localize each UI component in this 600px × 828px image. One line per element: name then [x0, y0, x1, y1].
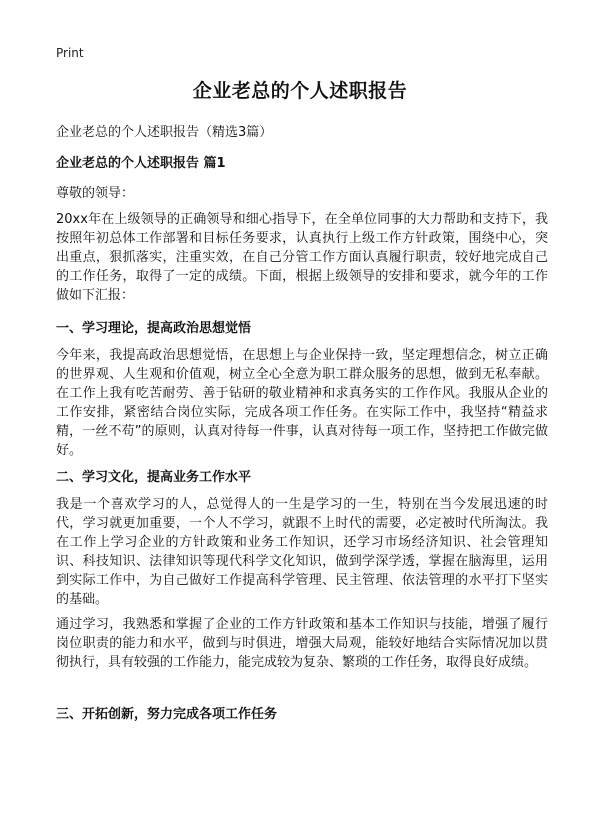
document-subtitle: 企业老总的个人述职报告（精选3篇）	[56, 125, 273, 140]
section-2-paragraph-1: 我是一个喜欢学习的人，总觉得人的一生是学习的一生，特别在当今发展迅速的时代，学习就更加重要，一个人不学习，就跟不上时代的需要，必定被时代所淘汰。我在工作上学习企业的方针政策和业务工作知识，还学习市场经济知识、社会管理知识、科技知识、法律知识等现代科学文化知识，做到学深学透，掌握在脑海里，运用到实际工作中，为自己做好工作提高科学管理、民主管理、依法管理的水平打下坚实的基础。	[56, 497, 548, 607]
section-1-title: 一、学习理论，提高政治思想觉悟	[56, 321, 252, 336]
section-2-title: 二、学习文化，提高业务工作水平	[56, 470, 252, 485]
greeting: 尊敬的领导：	[56, 186, 135, 201]
document-title: 企业老总的个人述职报告	[192, 80, 408, 102]
article-heading: 企业老总的个人述职报告 篇1	[56, 156, 226, 171]
section-1-paragraph: 今年来，我提高政治思想觉悟，在思想上与企业保持一致，坚定理想信念，树立正确的世界观、人生观和价值观，树立全心全意为职工群众服务的思想，做到无私奉献。在工作上我有吃苦耐劳、善于钻研的敬业精神和求真务实的工作作风。我服从企业的工作安排，紧密结合岗位实际，完成各项工作任务。在实际工作中，我坚持“精益求精，一丝不苟”的原则，认真对待每一件事，认真对待每一项工作，坚持把工作做完做好。	[56, 348, 548, 458]
intro-paragraph: 20xx年在上级领导的正确领导和细心指导下，在全单位同事的大力帮助和支持下，我按照年初总体工作部署和目标任务要求，认真执行上级工作方针政策，围绕中心，突出重点，狠抓落实，注重实效，在自己分管工作方面认真履行职责，较好地完成自己的工作任务，取得了一定的成绩。下面，根据上级领导的安排和要求，就今年的工作做如下汇报：	[56, 212, 548, 303]
section-3-title: 三、开拓创新，努力完成各项工作任务	[56, 707, 278, 722]
print-link[interactable]: Print	[56, 46, 84, 60]
section-2-paragraph-2: 通过学习，我熟悉和掌握了企业的工作方针政策和基本工作知识与技能，增强了履行岗位职责的能力和水平，做到与时俱进，增强大局观，能较好地结合实际情况加以贯彻执行，具有较强的工作能力，能完成较为复杂、繁琐的工作任务，取得良好成绩。	[56, 617, 548, 670]
